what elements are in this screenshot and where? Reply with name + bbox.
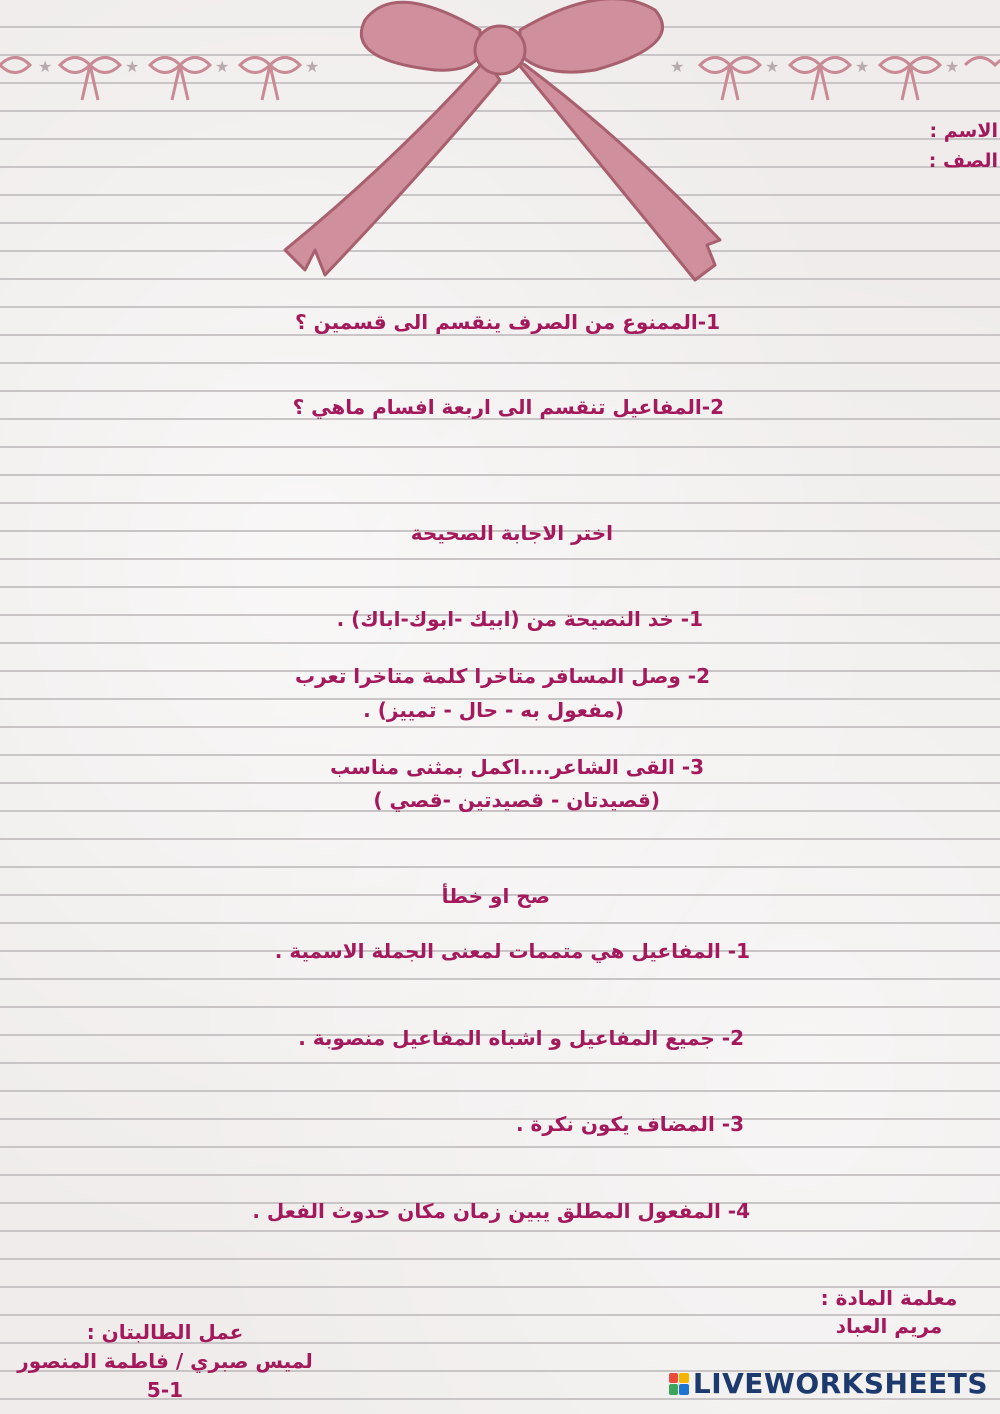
svg-text:★: ★ — [215, 57, 230, 76]
svg-text:★: ★ — [670, 57, 685, 76]
svg-text:★: ★ — [305, 57, 320, 76]
svg-text:★: ★ — [945, 57, 960, 76]
students-class: 5-1 — [146, 1378, 184, 1402]
svg-text:★: ★ — [125, 57, 140, 76]
teacher-label: معلمة المادة : — [820, 1286, 958, 1310]
choose-item-2-line-1: 2- وصل المسافر متاخرا كلمة متاخرا تعرب — [295, 664, 710, 688]
liveworksheets-icon — [669, 1373, 689, 1395]
choose-item-2-line-2: (مفعول به - حال - تمييز) . — [363, 698, 624, 722]
pink-bow-decoration — [275, 0, 725, 300]
tf-item-4: 4- المفعول المطلق يبين زمان مكان حدوث الفعل . — [252, 1199, 750, 1223]
teacher-name: مريم العباد — [835, 1314, 943, 1338]
svg-text:★: ★ — [855, 57, 870, 76]
tf-section-title: صح او خطأ — [441, 884, 550, 908]
students-block — [6, 1318, 324, 1405]
choose-item-3-line-2: (قصيدتان - قصيدتين -قصي ) — [373, 788, 660, 812]
svg-text:★: ★ — [765, 57, 780, 76]
students-names: لميس صبري / فاطمة المنصور — [17, 1349, 313, 1373]
question-2: 2-المفاعيل تنقسم الى اربعة افسام ماهي ؟ — [292, 395, 724, 419]
tf-item-3: 3- المضاف يكون نكرة . — [515, 1112, 744, 1136]
liveworksheets-logo[interactable] — [669, 1367, 988, 1400]
svg-text:★: ★ — [38, 57, 53, 76]
teacher-block — [804, 1286, 974, 1338]
tf-item-2: 2- جميع المفاعيل و اشباه المفاعيل منصوبة . — [298, 1026, 744, 1050]
class-label: الصف : — [928, 150, 998, 172]
tf-item-1: 1- المفاعيل هي متممات لمعنى الجملة الاسمية . — [274, 939, 750, 963]
choose-item-3-line-1: 3- القى الشاعر....اكمل بمثنى مناسب — [330, 755, 704, 779]
question-1: 1-الممنوع من الصرف ينقسم الى قسمين ؟ — [295, 310, 720, 334]
name-label: الاسم : — [929, 120, 998, 142]
choose-section-title: اختر الاجابة الصحيحة — [410, 521, 613, 545]
choose-item-1: 1- خد النصيحة من (ابيك -ابوك-اباك) . — [336, 607, 703, 631]
liveworksheets-text: LIVEWORKSHEETS — [692, 1367, 988, 1400]
students-label: عمل الطالبتان : — [86, 1320, 244, 1344]
